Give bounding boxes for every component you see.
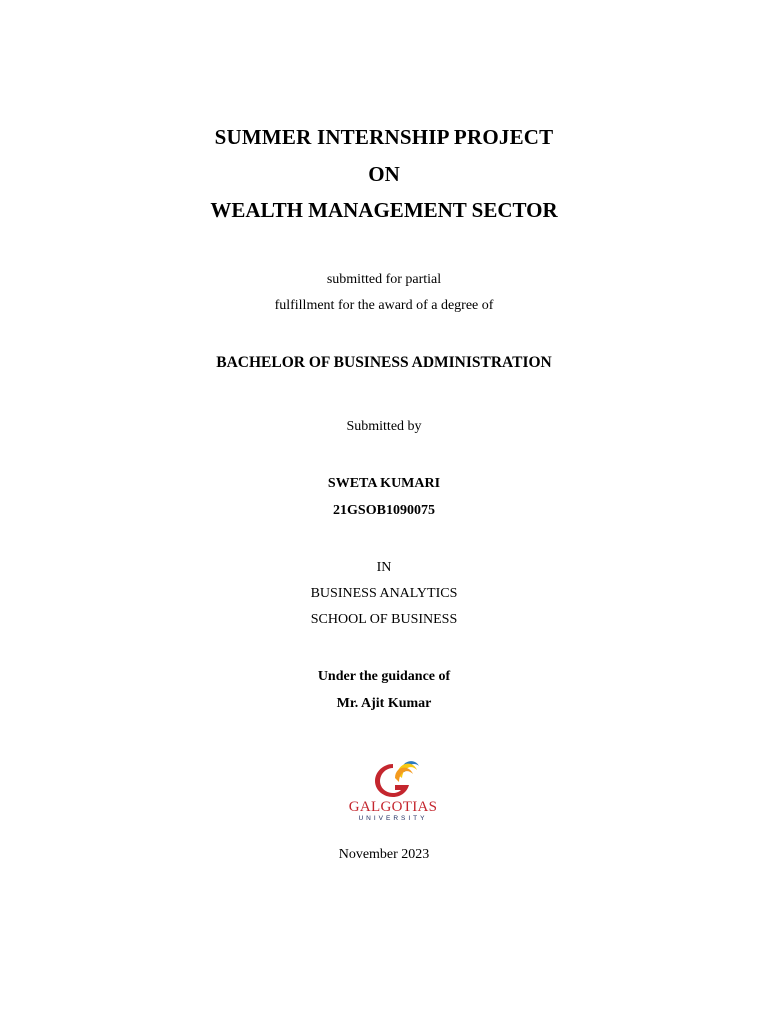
student-name: SWETA KUMARI bbox=[327, 476, 441, 491]
submission-line-1: submitted for partial bbox=[326, 272, 442, 287]
specialization: BUSINESS ANALYTICS bbox=[310, 586, 458, 601]
title-line-1: SUMMER INTERNSHIP PROJECT bbox=[214, 125, 554, 149]
galgotias-university-logo bbox=[343, 752, 443, 834]
student-roll-number: 21GSOB1090075 bbox=[333, 503, 435, 518]
submission-line-2: fulfillment for the award of a degree of bbox=[274, 298, 494, 313]
in-label: IN bbox=[376, 560, 392, 575]
school-name: SCHOOL OF BUSINESS bbox=[310, 612, 458, 627]
guide-name: Mr. Ajit Kumar bbox=[336, 696, 432, 711]
guidance-label: Under the guidance of bbox=[317, 669, 451, 684]
emblem-orange-arc bbox=[395, 768, 413, 782]
logo-subtitle: UNIVERSITY bbox=[358, 815, 428, 822]
degree-name: BACHELOR OF BUSINESS ADMINISTRATION bbox=[216, 354, 552, 371]
galgotias-emblem-icon bbox=[343, 752, 443, 800]
title-line-2: ON bbox=[368, 162, 400, 186]
logo-name: GALGOTIAS bbox=[348, 799, 438, 815]
submitted-by-label: Submitted by bbox=[346, 419, 422, 434]
title-line-3: WEALTH MANAGEMENT SECTOR bbox=[210, 198, 558, 222]
submission-date: November 2023 bbox=[338, 847, 430, 862]
